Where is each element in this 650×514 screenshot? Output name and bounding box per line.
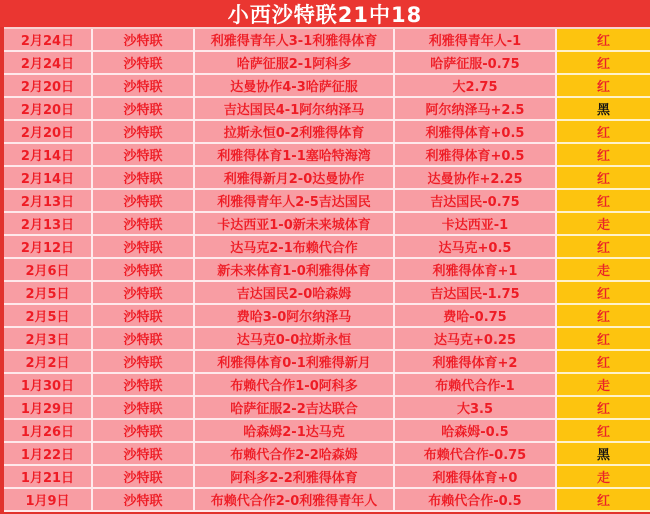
league-cell: 沙特联 [93, 397, 195, 420]
result-cell: 红 [557, 305, 650, 328]
handicap-cell: 布赖代合作-0.5 [395, 489, 557, 512]
league-cell: 沙特联 [93, 259, 195, 282]
league-cell: 沙特联 [93, 305, 195, 328]
handicap-cell: 利雅得青年人-1 [395, 29, 557, 52]
match-cell: 布赖代合作2-0利雅得青年人 [195, 489, 395, 512]
table-row [4, 420, 650, 443]
league-cell: 沙特联 [93, 98, 195, 121]
result-cell: 红 [557, 144, 650, 167]
league-cell: 沙特联 [93, 489, 195, 512]
match-cell: 利雅得体育1-1塞哈特海湾 [195, 144, 395, 167]
table-row [4, 98, 650, 121]
handicap-cell: 哈森姆-0.5 [395, 420, 557, 443]
handicap-cell: 利雅得体育+2 [395, 351, 557, 374]
table-row [4, 213, 650, 236]
handicap-cell: 卡达西亚-1 [395, 213, 557, 236]
match-cell: 达马克2-1布赖代合作 [195, 236, 395, 259]
match-cell: 拉斯永恒0-2利雅得体育 [195, 121, 395, 144]
league-cell: 沙特联 [93, 75, 195, 98]
table-row [4, 121, 650, 144]
date-cell: 1月22日 [4, 443, 93, 466]
match-cell: 利雅得体育0-1利雅得新月 [195, 351, 395, 374]
table-row [4, 236, 650, 259]
table-row [4, 466, 650, 489]
date-cell: 2月24日 [4, 29, 93, 52]
date-cell: 2月2日 [4, 351, 93, 374]
result-cell: 黑 [557, 443, 650, 466]
table-row [4, 397, 650, 420]
table-row [4, 282, 650, 305]
result-cell: 红 [557, 397, 650, 420]
result-cell: 红 [557, 29, 650, 52]
handicap-cell: 达曼协作+2.25 [395, 167, 557, 190]
league-cell: 沙特联 [93, 328, 195, 351]
result-cell: 走 [557, 259, 650, 282]
date-cell: 2月13日 [4, 213, 93, 236]
result-cell: 红 [557, 121, 650, 144]
handicap-cell: 哈萨征服-0.75 [395, 52, 557, 75]
handicap-cell: 利雅得体育+1 [395, 259, 557, 282]
league-cell: 沙特联 [93, 374, 195, 397]
date-cell: 1月9日 [4, 489, 93, 512]
table-row [4, 190, 650, 213]
result-cell: 走 [557, 213, 650, 236]
match-cell: 卡达西亚1-0新未来城体育 [195, 213, 395, 236]
result-cell: 红 [557, 351, 650, 374]
date-cell: 2月20日 [4, 75, 93, 98]
match-cell: 新未来体育1-0利雅得体育 [195, 259, 395, 282]
league-cell: 沙特联 [93, 282, 195, 305]
result-cell: 红 [557, 236, 650, 259]
match-cell: 吉达国民2-0哈森姆 [195, 282, 395, 305]
table-row [4, 52, 650, 75]
league-cell: 沙特联 [93, 351, 195, 374]
handicap-cell: 达马克+0.5 [395, 236, 557, 259]
handicap-cell: 布赖代合作-0.75 [395, 443, 557, 466]
handicap-cell: 利雅得体育+0 [395, 466, 557, 489]
match-cell: 利雅得新月2-0达曼协作 [195, 167, 395, 190]
match-cell: 吉达国民4-1阿尔纳泽马 [195, 98, 395, 121]
handicap-cell: 吉达国民-1.75 [395, 282, 557, 305]
handicap-cell: 达马克+0.25 [395, 328, 557, 351]
result-cell: 红 [557, 282, 650, 305]
date-cell: 1月30日 [4, 374, 93, 397]
match-cell: 利雅得青年人2-5吉达国民 [195, 190, 395, 213]
league-cell: 沙特联 [93, 236, 195, 259]
result-cell: 红 [557, 190, 650, 213]
results-table [4, 27, 650, 512]
league-cell: 沙特联 [93, 121, 195, 144]
league-cell: 沙特联 [93, 52, 195, 75]
league-cell: 沙特联 [93, 190, 195, 213]
league-cell: 沙特联 [93, 213, 195, 236]
result-cell: 黑 [557, 98, 650, 121]
date-cell: 1月21日 [4, 466, 93, 489]
date-cell: 2月5日 [4, 282, 93, 305]
result-cell: 红 [557, 75, 650, 98]
match-cell: 哈森姆2-1达马克 [195, 420, 395, 443]
match-cell: 阿科多2-2利雅得体育 [195, 466, 395, 489]
match-cell: 布赖代合作2-2哈森姆 [195, 443, 395, 466]
table-row [4, 167, 650, 190]
result-cell: 红 [557, 52, 650, 75]
table-row [4, 328, 650, 351]
handicap-cell: 利雅得体育+0.5 [395, 144, 557, 167]
handicap-cell: 费哈-0.75 [395, 305, 557, 328]
table-row [4, 443, 650, 466]
table-row [4, 259, 650, 282]
league-cell: 沙特联 [93, 420, 195, 443]
table-row [4, 144, 650, 167]
date-cell: 2月24日 [4, 52, 93, 75]
handicap-cell: 大3.5 [395, 397, 557, 420]
league-cell: 沙特联 [93, 29, 195, 52]
handicap-cell: 布赖代合作-1 [395, 374, 557, 397]
match-cell: 达曼协作4-3哈萨征服 [195, 75, 395, 98]
table-row [4, 351, 650, 374]
match-cell: 利雅得青年人3-1利雅得体育 [195, 29, 395, 52]
match-cell: 哈萨征服2-2吉达联合 [195, 397, 395, 420]
table-row [4, 75, 650, 98]
result-cell: 红 [557, 420, 650, 443]
league-cell: 沙特联 [93, 167, 195, 190]
league-cell: 沙特联 [93, 144, 195, 167]
handicap-cell: 利雅得体育+0.5 [395, 121, 557, 144]
match-cell: 布赖代合作1-0阿科多 [195, 374, 395, 397]
handicap-cell: 大2.75 [395, 75, 557, 98]
result-cell: 红 [557, 328, 650, 351]
table-row [4, 374, 650, 397]
table-row [4, 305, 650, 328]
date-cell: 2月6日 [4, 259, 93, 282]
handicap-cell: 吉达国民-0.75 [395, 190, 557, 213]
date-cell: 2月20日 [4, 121, 93, 144]
result-cell: 走 [557, 374, 650, 397]
league-cell: 沙特联 [93, 466, 195, 489]
page-title: 小西沙特联21中18 [0, 0, 650, 27]
result-cell: 红 [557, 167, 650, 190]
table-row [4, 29, 650, 52]
league-cell: 沙特联 [93, 443, 195, 466]
date-cell: 2月14日 [4, 167, 93, 190]
match-cell: 达马克0-0拉斯永恒 [195, 328, 395, 351]
date-cell: 2月3日 [4, 328, 93, 351]
match-cell: 哈萨征服2-1阿科多 [195, 52, 395, 75]
date-cell: 2月14日 [4, 144, 93, 167]
table-row [4, 489, 650, 512]
date-cell: 2月12日 [4, 236, 93, 259]
handicap-cell: 阿尔纳泽马+2.5 [395, 98, 557, 121]
date-cell: 1月26日 [4, 420, 93, 443]
result-cell: 走 [557, 466, 650, 489]
match-cell: 费哈3-0阿尔纳泽马 [195, 305, 395, 328]
date-cell: 1月29日 [4, 397, 93, 420]
date-cell: 2月5日 [4, 305, 93, 328]
date-cell: 2月20日 [4, 98, 93, 121]
date-cell: 2月13日 [4, 190, 93, 213]
result-cell: 红 [557, 489, 650, 512]
